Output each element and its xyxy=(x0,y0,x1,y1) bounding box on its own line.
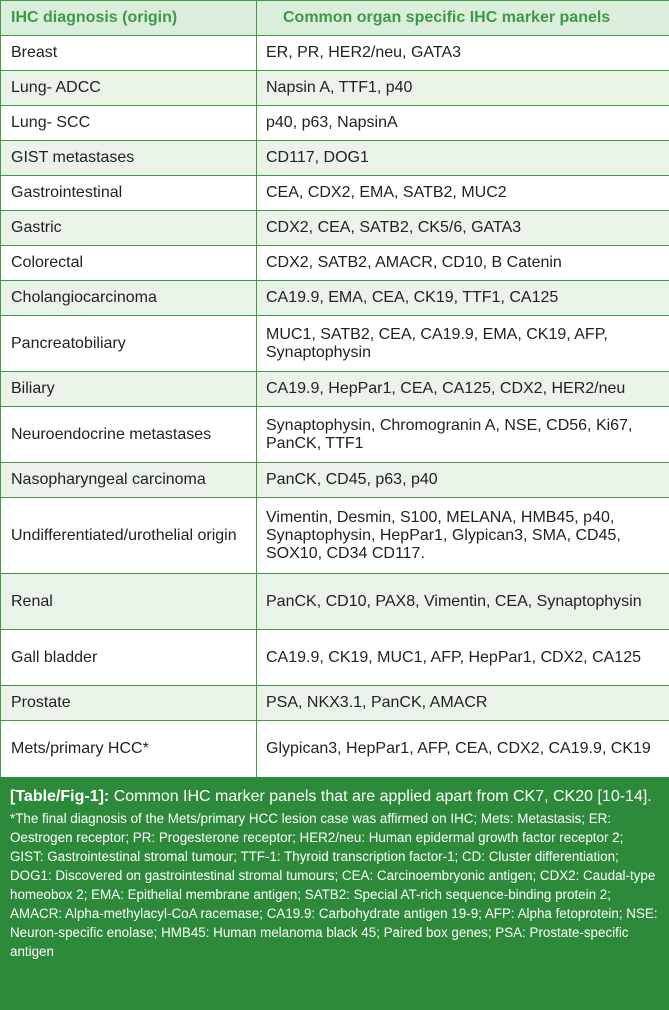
marker-panel-cell: CDX2, SATB2, AMACR, CD10, B Catenin xyxy=(257,246,669,281)
table-row xyxy=(1,407,669,463)
origin-cell: Pancreatobiliary xyxy=(1,316,257,372)
origin-cell: Renal xyxy=(1,574,257,630)
caption-heading xyxy=(10,787,659,807)
marker-panel-cell: ER, PR, HER2/neu, GATA3 xyxy=(257,36,669,71)
marker-panel-cell: PanCK, CD10, PAX8, Vimentin, CEA, Synaptophysin xyxy=(257,574,669,630)
table-header-row xyxy=(1,1,669,36)
table-row xyxy=(1,71,669,106)
marker-panel-cell: PSA, NKX3.1, PanCK, AMACR xyxy=(257,686,669,721)
origin-cell: Lung- SCC xyxy=(1,106,257,141)
marker-panel-cell: Vimentin, Desmin, S100, MELANA, HMB45, p40, Synaptophysin, HepPar1, Glypican3, SMA, CD45, SOX10, CD34 CD117. xyxy=(257,498,669,574)
column-header-origin: IHC diagnosis (origin) xyxy=(1,1,257,36)
marker-panel-cell: Glypican3, HepPar1, AFP, CEA, CDX2, CA19.9, CK19 xyxy=(257,721,669,778)
origin-cell: Gall bladder xyxy=(1,630,257,686)
table-row xyxy=(1,106,669,141)
marker-panel-cell: Synaptophysin, Chromogranin A, NSE, CD56, Ki67, PanCK, TTF1 xyxy=(257,407,669,463)
marker-panel-cell: CA19.9, CK19, MUC1, AFP, HepPar1, CDX2, CA125 xyxy=(257,630,669,686)
table-row xyxy=(1,498,669,574)
table-row xyxy=(1,686,669,721)
table-row xyxy=(1,141,669,176)
origin-cell: GIST metastases xyxy=(1,141,257,176)
origin-cell: Gastric xyxy=(1,211,257,246)
caption-label: [Table/Fig-1]: xyxy=(10,788,110,805)
table-row xyxy=(1,176,669,211)
table-row xyxy=(1,630,669,686)
marker-panel-cell: CD117, DOG1 xyxy=(257,141,669,176)
table-caption xyxy=(0,777,669,1010)
marker-panel-cell: CA19.9, EMA, CEA, CK19, TTF1, CA125 xyxy=(257,281,669,316)
table-row xyxy=(1,463,669,498)
marker-panel-cell: MUC1, SATB2, CEA, CA19.9, EMA, CK19, AFP, Synaptophysin xyxy=(257,316,669,372)
origin-cell: Cholangiocarcinoma xyxy=(1,281,257,316)
table-body xyxy=(1,36,669,778)
origin-cell: Lung- ADCC xyxy=(1,71,257,106)
caption-footnotes: *The final diagnosis of the Mets/primary HCC lesion case was affirmed on IHC; Mets: Metastasis; ER: Oestrogen receptor; PR: Progesterone receptor; HER2/neu: Human epidermal growth factor receptor 2; GIST: Gastrointestinal stromal tumour; TTF-1: Thyroid transcription factor-1; CD: Cluster differentiation; DOG1: Discovered on gastrointestinal stromal tumours; CEA: Carcinoembryonic antigen; CDX2: Caudal-type homeobox 2; EMA: Epithelial membrane antigen; SATB2: Special AT-rich sequence-binding protein 2; AMACR: Alpha-methylacyl-CoA racemase; CA19.9: Carbohydrate antigen 19-9; AFP: Alpha fetoprotein; NSE: Neuron-specific enolase; HMB45: Human melanoma black 45; Paired box genes; PSA: Prostate-specific antigen xyxy=(10,811,658,959)
origin-cell: Breast xyxy=(1,36,257,71)
table-row xyxy=(1,36,669,71)
marker-panel-cell: PanCK, CD45, p63, p40 xyxy=(257,463,669,498)
marker-panel-cell: Napsin A, TTF1, p40 xyxy=(257,71,669,106)
table-row xyxy=(1,316,669,372)
column-header-markers: Common organ specific IHC marker panels xyxy=(257,1,669,36)
table-row xyxy=(1,246,669,281)
table-row xyxy=(1,372,669,407)
origin-cell: Colorectal xyxy=(1,246,257,281)
table-row xyxy=(1,721,669,778)
origin-cell: Mets/primary HCC* xyxy=(1,721,257,778)
origin-cell: Nasopharyngeal carcinoma xyxy=(1,463,257,498)
origin-cell: Biliary xyxy=(1,372,257,407)
table-row xyxy=(1,281,669,316)
origin-cell: Gastrointestinal xyxy=(1,176,257,211)
origin-cell: Undifferentiated/urothelial origin xyxy=(1,498,257,574)
table-row xyxy=(1,211,669,246)
marker-panel-cell: CEA, CDX2, EMA, SATB2, MUC2 xyxy=(257,176,669,211)
marker-panel-cell: p40, p63, NapsinA xyxy=(257,106,669,141)
caption-title: Common IHC marker panels that are applied apart from CK7, CK20 [10-14]. xyxy=(113,788,652,805)
table-row xyxy=(1,574,669,630)
origin-cell: Prostate xyxy=(1,686,257,721)
marker-panel-cell: CDX2, CEA, SATB2, CK5/6, GATA3 xyxy=(257,211,669,246)
origin-cell: Neuroendocrine metastases xyxy=(1,407,257,463)
marker-panel-cell: CA19.9, HepPar1, CEA, CA125, CDX2, HER2/neu xyxy=(257,372,669,407)
